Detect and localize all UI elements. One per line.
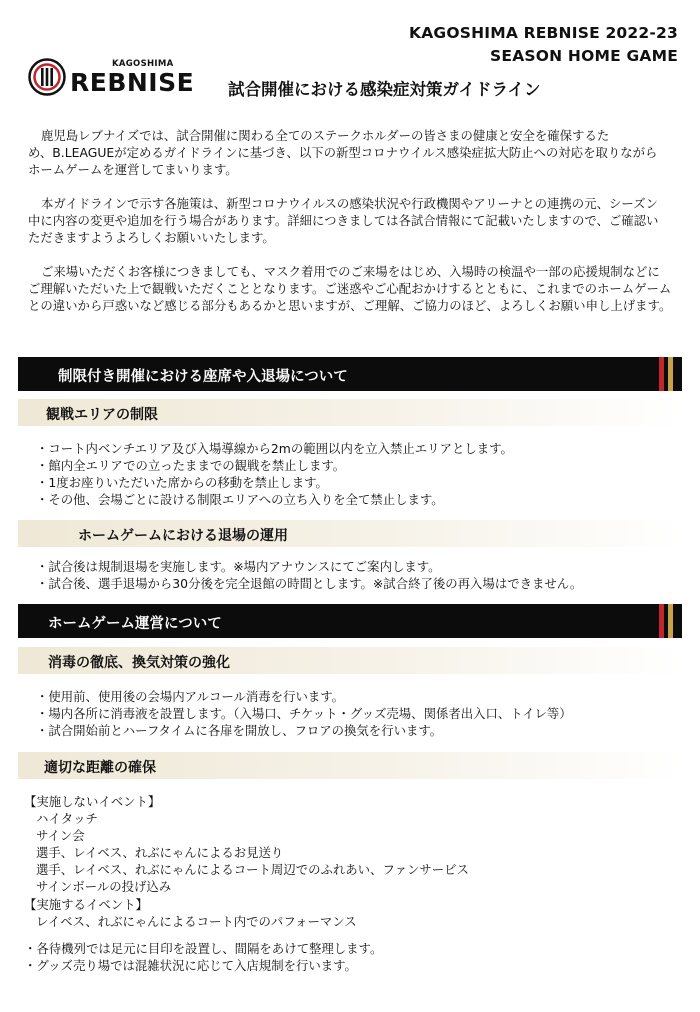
stripe-red [659,357,664,391]
event-item: サイン会 [36,828,85,844]
stripe-gold [668,604,673,638]
team-logo [28,56,203,100]
intro-paragraph-3 [28,263,680,314]
events-held-label: 【実施するイベント】 [24,896,148,912]
events-not-held-label: 【実施しないイベント】 [24,794,161,809]
intro-paragraph-2 [28,195,680,246]
list-item: ・1度お座りいただいた席からの移動を禁止します。 [36,475,328,490]
list-item: ・コート内ベンチエリア及び入場導線から2mの範囲以内を立入禁止エリアとします。 [36,441,513,456]
intro-line: ご理解いただいた上で観戦いただくこととなります。ご迷惑やご心配おかけするとともに、これまでのホームゲーム [28,281,672,296]
list-item: ・場内各所に消毒液を設置します。（入場口、チケット・グッズ売場、関係者出入口、トイレ等） [36,706,572,721]
list-item: ・試合後、選手退場から30分後を完全退館の時間とします。※試合終了後の再入場はできません。 [36,576,583,591]
distance-events [24,793,469,930]
intro-line: め、B.LEAGUEが定めるガイドラインに基づき、以下の新型コロナウイルス感染症拡大防止への対応を取りながら [28,145,658,160]
list-item: ・各待機列では足元に目印を設置し、間隔をあけて整理します。 [24,941,383,956]
logo-wordmark: REBNISE [70,68,195,97]
event-item: 選手、レイベス、れぶにゃんによるお見送り [36,845,284,861]
intro-line: 本ガイドラインで示す各施策は、新型コロナウイルスの感染状況や行政機関やアリーナとの連携の元、シーズン [41,196,658,211]
section-header-seating [18,357,682,391]
season-title-line2: SEASON HOME GAME [490,47,678,65]
list-item: ・館内全エリアでの立ったままでの観戦を禁止します。 [36,458,346,473]
subsection-header-disinfection [18,647,682,674]
intro-line: ご来場いただくお客様につきましても、マスク着用でのご来場をはじめ、入場時の検温や一部の応援規制などに [41,264,660,279]
disinfection-list [36,688,572,739]
document-title: 試合開催における感染症対策ガイドライン [228,80,541,99]
exit-list [36,558,582,592]
subsection-title: 消毒の徹底、換気対策の強化 [48,655,230,671]
subsection-title: 観戦エリアの制限 [46,407,158,423]
event-item: 選手、レイベス、れぶにゃんによるコート周辺でのふれあい、ファンサービス [36,862,469,878]
viewing-area-list [36,440,513,508]
subsection-header-exit [18,520,682,547]
distance-list [24,940,382,974]
stripe-red [659,604,664,638]
intro-line: 鹿児島レブナイズでは、試合開催に関わる全てのステークホルダーの皆さまの健康と安全を確保するた [41,128,610,143]
subsection-header-distance [18,752,682,779]
stripe-gold [668,357,673,391]
event-item: サインボールの投げ込み [36,879,172,895]
section-header-operation [18,604,682,638]
intro-line: ただきますようよろしくお願いいたします。 [28,230,275,245]
rebnise-emblem-icon [28,58,66,96]
section-title: 制限付き開催における座席や入退場について [58,369,348,385]
event-item: ハイタッチ [36,811,98,827]
subsection-header-viewing-area [18,399,682,426]
list-item: ・試合後は規制退場を実施します。※場内アナウンスにてご案内します。 [36,559,441,574]
event-item: レイベス、れぶにゃんによるコート内でのパフォーマンス [36,913,357,929]
list-item: ・試合開始前とハーフタイムに各扉を開放し、フロアの換気を行います。 [36,723,443,738]
subsection-title: 適切な距離の確保 [44,760,156,776]
list-item: ・使用前、使用後の会場内アルコール消毒を行います。 [36,689,345,704]
list-item: ・その他、会場ごとに設ける制限エリアへの立ち入りを全て禁止します。 [36,492,444,507]
season-title-line1: KAGOSHIMA REBNISE 2022-23 [409,24,678,42]
intro-line: との違いから戸惑いなど感じる部分もあるかと思いますが、ご理解、ご協力のほど、よろしくお願い申し上げます。 [28,298,672,313]
logo-small-text: KAGOSHIMA [112,59,174,69]
section-title: ホームゲーム運営について [48,616,222,632]
intro-line: 中に内容の変更や追加を行う場合があります。詳細につきましては各試合情報にて記載いたしますので、ご確認い [28,213,659,228]
list-item: ・グッズ売り場では混雑状況に応じて入店規制を行います。 [24,958,357,973]
intro-line: ホームゲームを運営してまいります。 [28,162,238,177]
intro-paragraph-1 [28,127,680,178]
subsection-title: ホームゲームにおける退場の運用 [78,528,288,544]
